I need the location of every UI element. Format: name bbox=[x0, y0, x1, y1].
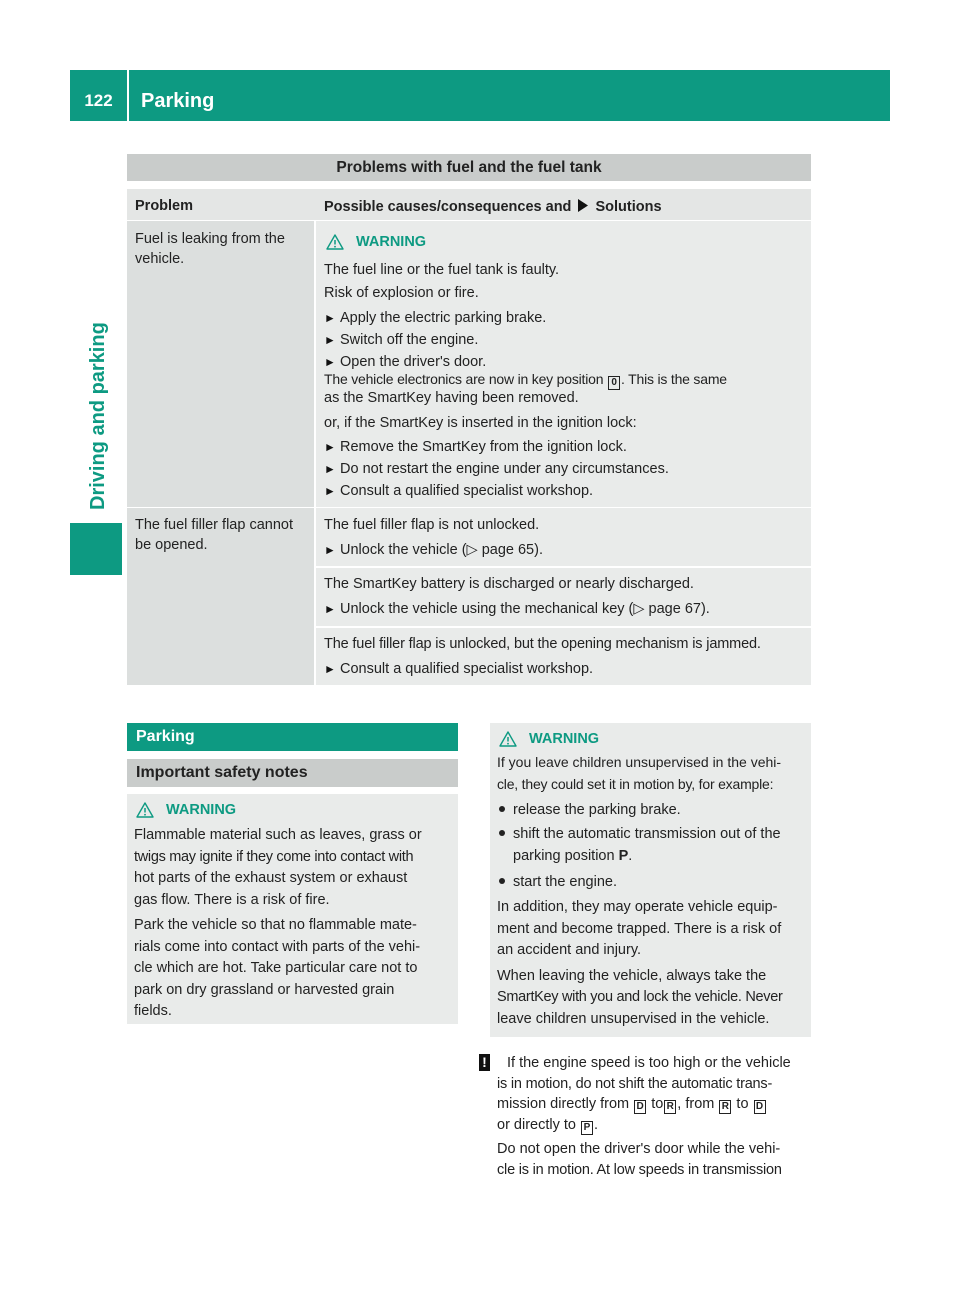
note-fragment: to bbox=[736, 1096, 749, 1112]
warning-text: rials come into contact with parts of the vehi- bbox=[134, 938, 421, 955]
note-fragment: , from bbox=[677, 1096, 715, 1112]
solution-cell-leak bbox=[316, 221, 811, 507]
note-text bbox=[497, 1094, 819, 1115]
warning-text: leave children unsupervised in the vehicle. bbox=[497, 1010, 770, 1027]
step-item bbox=[324, 352, 803, 372]
bullet-text: parking position bbox=[513, 848, 615, 864]
bullet-continuation bbox=[497, 845, 804, 867]
solution-cell-flap-a bbox=[316, 508, 811, 566]
problem-text: be opened. bbox=[135, 537, 208, 553]
warning-text: ment and become trapped. There is a risk of bbox=[497, 920, 782, 937]
section-title: Parking bbox=[141, 90, 215, 112]
arrow-icon: ► bbox=[324, 543, 336, 557]
step-subtext-c: as the SmartKey having been removed. bbox=[324, 390, 579, 406]
note-text bbox=[497, 1115, 819, 1136]
warning-label: WARNING bbox=[166, 802, 237, 818]
warning-box-flammable bbox=[127, 794, 458, 1024]
gear-r-icon: R bbox=[719, 1100, 731, 1114]
gear-p-icon: P bbox=[581, 1121, 593, 1135]
warning-label: WARNING bbox=[356, 234, 427, 250]
cause-text: The SmartKey battery is discharged or nearly discharged. bbox=[324, 576, 694, 592]
step-text: Consult a qualified specialist workshop. bbox=[340, 483, 594, 499]
bullet-dot-icon bbox=[499, 806, 505, 812]
gear-r-icon: R bbox=[664, 1100, 676, 1114]
gear-d-icon: D bbox=[634, 1100, 646, 1114]
problem-cell-flap bbox=[127, 508, 314, 685]
warning-text: Park the vehicle so that no flammable mate- bbox=[134, 917, 417, 933]
warning-text: cle, they could set it in motion by, for example: bbox=[497, 775, 774, 792]
warning-text: twigs may ignite if they come into contact with bbox=[134, 848, 414, 865]
bullet-text: shift the automatic transmission out of the bbox=[513, 826, 781, 842]
step-item bbox=[324, 540, 803, 560]
gear-position-p: P bbox=[618, 848, 629, 864]
key-position-0-icon: 0 bbox=[608, 376, 620, 390]
note-text: cle is in motion. At low speeds in transmission bbox=[497, 1161, 782, 1178]
play-arrow-icon bbox=[577, 198, 589, 218]
step-text: Apply the electric parking brake. bbox=[340, 310, 547, 326]
bullet-item bbox=[497, 823, 804, 845]
side-tab-marker bbox=[70, 523, 122, 575]
step-item bbox=[324, 481, 803, 501]
column-header-problem: Problem bbox=[135, 198, 194, 214]
column-header-solutions-text: Possible causes/consequences and bbox=[324, 199, 572, 215]
warning-text: Flammable material such as leaves, grass or bbox=[134, 827, 422, 843]
arrow-icon: ► bbox=[324, 602, 336, 616]
bullet-text-end: . bbox=[628, 848, 633, 864]
arrow-icon: ► bbox=[324, 311, 336, 325]
bullet-text: release the parking brake. bbox=[513, 802, 681, 818]
warning-text: cle which are hot. Take particular care not to bbox=[134, 960, 418, 976]
warning-text: In addition, they may operate vehicle equip- bbox=[497, 899, 778, 915]
page-number: 122 bbox=[84, 91, 113, 110]
step-text: Unlock the vehicle using the mechanical key (▷ page 67). bbox=[340, 601, 710, 617]
bullet-dot-icon bbox=[499, 830, 505, 836]
warning-text: SmartKey with you and lock the vehicle. Never bbox=[497, 989, 783, 1005]
note-fragment: mission directly from bbox=[497, 1096, 630, 1112]
step-text: Do not restart the engine under any circumstances. bbox=[340, 461, 669, 477]
warning-text: an accident and injury. bbox=[497, 942, 642, 958]
arrow-icon: ► bbox=[324, 662, 336, 676]
warning-text: hot parts of the exhaust system or exhaust bbox=[134, 870, 408, 886]
warning-heading bbox=[134, 800, 451, 820]
note-fragment: to bbox=[651, 1096, 664, 1112]
bullet-item bbox=[497, 799, 804, 821]
step-item bbox=[324, 659, 803, 679]
warning-text: If you leave children unsupervised in the vehi- bbox=[497, 754, 782, 770]
safety-notes-heading: Important safety notes bbox=[127, 759, 458, 787]
fuel-table-header bbox=[127, 189, 811, 220]
step-text: Remove the SmartKey from the ignition lock. bbox=[340, 439, 627, 455]
arrow-icon: ► bbox=[324, 484, 336, 498]
step-subtext-b: . This is the same bbox=[621, 371, 727, 387]
warning-triangle-icon bbox=[326, 234, 344, 250]
solution-cell-flap-c bbox=[316, 628, 811, 685]
step-text: Consult a qualified specialist workshop. bbox=[340, 661, 594, 677]
note-text: If the engine speed is too high or the vehicle bbox=[507, 1055, 791, 1071]
warning-heading bbox=[497, 729, 804, 749]
gear-d-icon: D bbox=[754, 1100, 766, 1114]
step-item bbox=[324, 437, 803, 457]
transmission-note bbox=[479, 1053, 819, 1180]
solution-cell-flap-b bbox=[316, 568, 811, 626]
parking-heading: Parking bbox=[127, 723, 458, 751]
step-item bbox=[324, 459, 803, 479]
warning-triangle-icon bbox=[499, 731, 517, 747]
warning-box-children bbox=[490, 723, 811, 1037]
arrow-icon: ► bbox=[324, 462, 336, 476]
column-header-solutions bbox=[324, 197, 662, 218]
step-item bbox=[324, 308, 803, 328]
note-text: Do not open the driver's door while the vehi- bbox=[497, 1141, 781, 1157]
warning-heading bbox=[324, 232, 803, 252]
bullet-text: start the engine. bbox=[513, 874, 617, 890]
or-text: or, if the SmartKey is inserted in the ignition lock: bbox=[324, 415, 637, 431]
cause-text: The fuel filler flap is unlocked, but the opening mechanism is jammed. bbox=[324, 636, 761, 652]
problem-text: vehicle. bbox=[135, 251, 185, 267]
step-text: Open the driver's door. bbox=[340, 354, 487, 370]
note-fragment: . bbox=[594, 1116, 599, 1133]
warning-text: When leaving the vehicle, always take the bbox=[497, 967, 767, 984]
step-subtext-a: The vehicle electronics are now in key position bbox=[324, 371, 604, 387]
step-subtext bbox=[324, 369, 803, 390]
step-text: Unlock the vehicle (▷ page 65). bbox=[340, 542, 543, 558]
arrow-icon: ► bbox=[324, 333, 336, 347]
side-tab-label: Driving and parking bbox=[87, 322, 109, 510]
bullet-item bbox=[497, 871, 804, 893]
problem-cell-leak bbox=[127, 221, 314, 507]
arrow-icon: ► bbox=[324, 440, 336, 454]
column-header-solutions-suffix: Solutions bbox=[595, 199, 662, 215]
cause-text: The fuel line or the fuel tank is faulty. bbox=[324, 262, 560, 278]
exclamation-icon: ! bbox=[479, 1054, 490, 1071]
warning-label: WARNING bbox=[529, 731, 600, 747]
step-item bbox=[324, 330, 803, 350]
arrow-icon: ► bbox=[324, 355, 336, 369]
step-item bbox=[324, 599, 803, 619]
note-text: is in motion, do not shift the automatic trans- bbox=[497, 1075, 773, 1092]
bullet-dot-icon bbox=[499, 878, 505, 884]
header-divider bbox=[127, 70, 129, 121]
note-fragment: or directly to bbox=[497, 1116, 576, 1133]
problem-text: Fuel is leaking from the bbox=[135, 231, 285, 247]
warning-text: fields. bbox=[134, 1003, 172, 1019]
cause-text: Risk of explosion or fire. bbox=[324, 285, 479, 301]
warning-text: gas flow. There is a risk of fire. bbox=[134, 891, 330, 908]
warning-text: park on dry grassland or harvested grain bbox=[134, 981, 395, 998]
cause-text: The fuel filler flap is not unlocked. bbox=[324, 517, 540, 533]
warning-triangle-icon bbox=[136, 802, 154, 818]
problem-text: The fuel filler flap cannot bbox=[135, 517, 293, 533]
fuel-table-title: Problems with fuel and the fuel tank bbox=[127, 154, 811, 181]
step-text: Switch off the engine. bbox=[340, 332, 479, 348]
